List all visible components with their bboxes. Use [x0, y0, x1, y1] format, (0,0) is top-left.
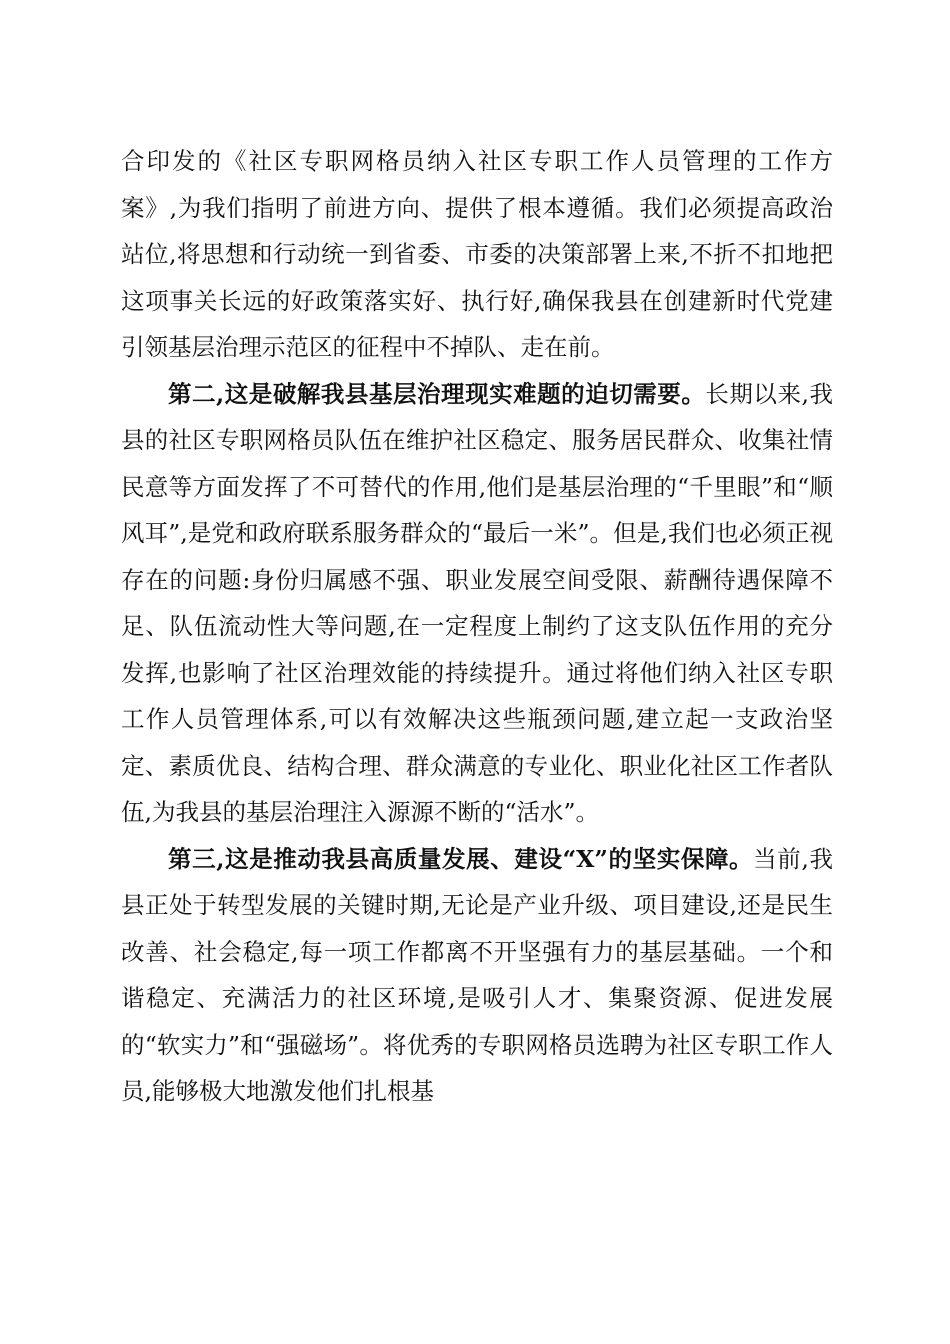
paragraph-text: 长期以来,我县的社区专职网格员队伍在维护社区稳定、服务居民群众、收集社情民意等方面发挥了不可替代的作用,他们是基层治理的“千里眼”和“顺风耳”,是党和政府联系服务群众的“最后一米”。但是,我们也必须正视存在的问题:身份归属感不强、职业发展空间受限、薪酬待遇保障不足、队伍流动性大等问题,在一定程度上制约了这支队伍作用的充分发挥,也影响了社区治理效能的持续提升。通过将他们纳入社区专职工作人员管理体系,可以有效解决这些瓶颈问题,建立起一支政治坚定、素质优良、结构合理、群众满意的专业化、职业化社区工作者队伍,为我县的基层治理注入源源不断的“活水”。: [121, 379, 833, 826]
paragraph-lead: 第二,这是破解我县基层治理现实难题的迫切需要。: [168, 379, 706, 408]
paragraph-continuation: [121, 138, 833, 371]
paragraph-third-point: [121, 836, 833, 1115]
paragraph-text: 合印发的《社区专职网格员纳入社区专职工作人员管理的工作方案》,为我们指明了前进方向、提供了根本遵循。我们必须提高政治站位,将思想和行动统一到省委、市委的决策部署上来,不折不扣地把这项事关长远的好政策落实好、执行好,确保我县在创建新时代党建引领基层治理示范区的征程中不掉队、走在前。: [121, 147, 833, 361]
paragraph-second-point: [121, 371, 833, 836]
paragraph-lead: 第三,这是推动我县高质量发展、建设“X”的坚实保障。: [168, 844, 754, 873]
paragraph-text: 当前,我县正处于转型发展的关键时期,无论是产业升级、项目建设,还是民生改善、社会稳定,每一项工作都离不开坚强有力的基层基础。一个和谐稳定、充满活力的社区环境,是吸引人才、集聚资源、促进发展的“软实力”和“强磁场”。将优秀的专职网格员选聘为社区专职工作人员,能够极大地激发他们扎根基: [121, 844, 833, 1105]
document-body: [121, 138, 833, 1115]
